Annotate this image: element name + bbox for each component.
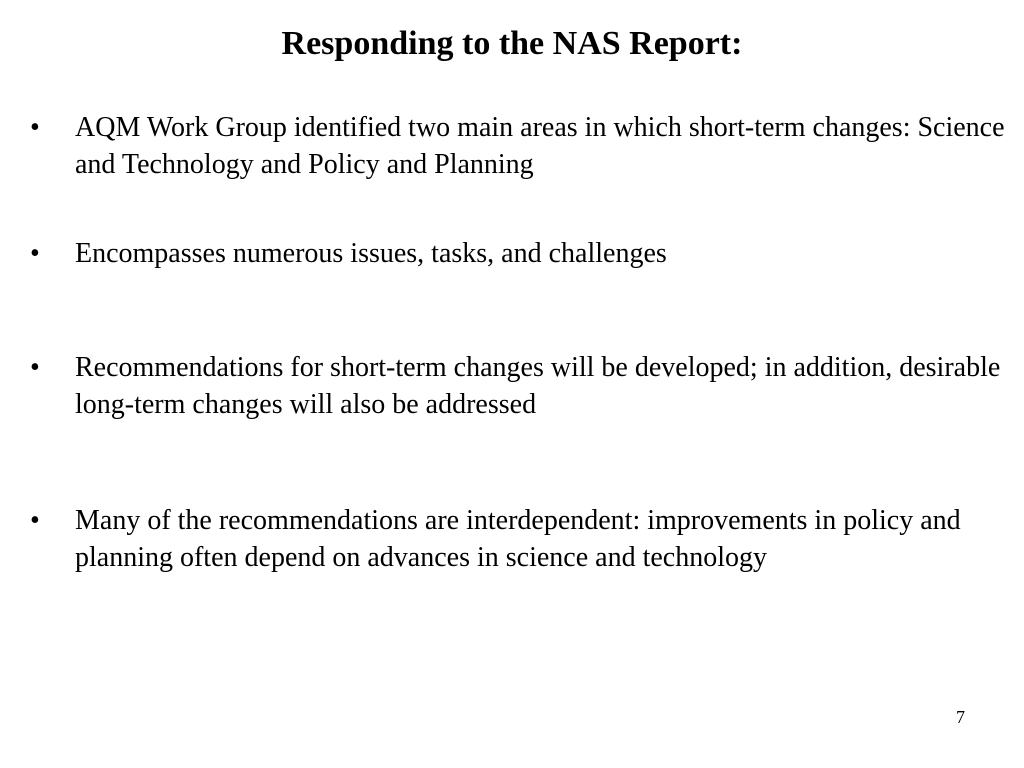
bullet-marker: • [30, 238, 40, 269]
bullet-marker: • [30, 352, 40, 383]
bullet-text: Encompasses numerous issues, tasks, and challenges [75, 238, 667, 269]
bullet-text: Many of the recommendations are interdependent: improvements in policy and planning often depend on advances in science and technology [75, 505, 961, 573]
bullet-item [30, 502, 1020, 576]
page-number: 7 [956, 707, 965, 727]
bullet-text: Recommendations for short-term changes will be developed; in addition, desirable long-term changes will also be addressed [75, 352, 1001, 420]
bullet-marker: • [30, 505, 40, 536]
bullet-marker: • [30, 112, 40, 143]
bullet-item [30, 109, 1020, 183]
bullet-item [30, 235, 1020, 272]
bullet-item [30, 349, 1020, 423]
bullet-text: AQM Work Group identified two main areas in which short-term changes: Science and Technology and Policy and Planning [75, 112, 1005, 180]
slide-title: Responding to the NAS Report: [281, 25, 743, 62]
